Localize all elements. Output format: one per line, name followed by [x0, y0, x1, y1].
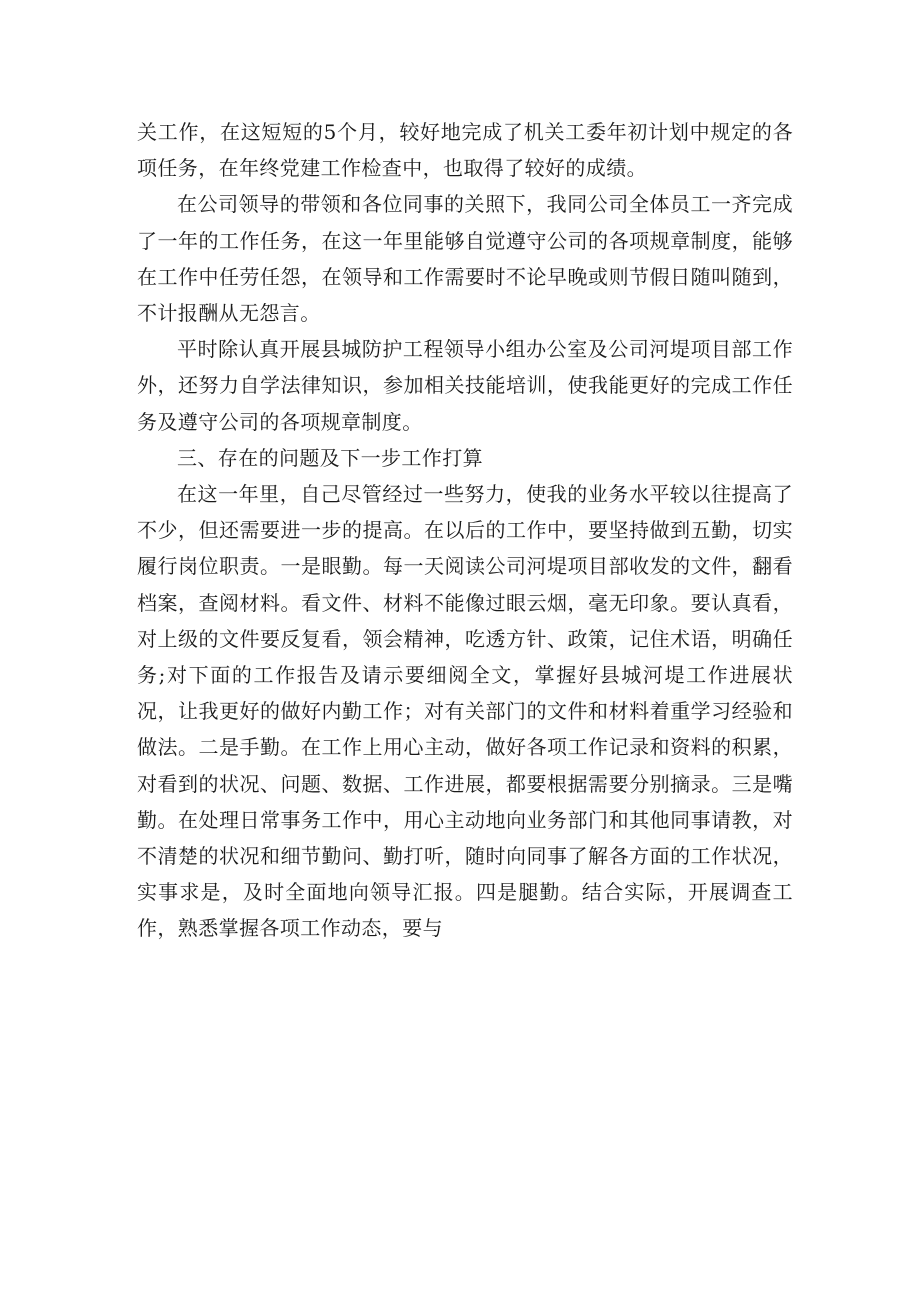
paragraph-continuation: 关工作，在这短短的5个月，较好地完成了机关工委年初计划中规定的各项任务，在年终党建工作检查中，也取得了较好的成绩。 [137, 120, 793, 181]
paragraph: 在这一年里，自己尽管经过一些努力，使我的业务水平较以往提高了不少，但还需要进一步的提高。在以后的工作中，要坚持做到五勤，切实履行岗位职责。一是眼勤。每一天阅读公司河堤项目部收发的文件，翻看档案，查阅材料。看文件、材料不能像过眼云烟，毫无印象。要认真看，对上级的文件要反复看，领会精神，吃透方针、政策，记住术语，明确任务;对下面的工作报告及请示要细阅全文，掌握好县城河堤工作进展状况，让我更好的做好内勤工作；对有关部门的文件和材料着重学习经验和做法。二是手勤。在工作上用心主动，做好各项工作记录和资料的积累，对看到的状况、问题、数据、工作进展，都要根据需要分别摘录。三是嘴勤。在处理日常事务工作中，用心主动地向业务部门和其他同事请教，对不清楚的状况和细节勤问、勤打听，随时向同事了解各方面的工作状况，实事求是，及时全面地向领导汇报。四是腿勤。结合实际，开展调查工作，熟悉掌握各项工作动态，要与 [137, 482, 793, 941]
paragraph: 在公司领导的带领和各位同事的关照下，我同公司全体员工一齐完成了一年的工作任务，在这一年里能够自觉遵守公司的各项规章制度，能够在工作中任劳任怨，在领导和工作需要时不论早晚或则节假日随叫随到，不计报酬从无怨言。 [137, 192, 793, 326]
paragraph: 平时除认真开展县城防护工程领导小组办公室及公司河堤项目部工作外，还努力自学法律知识，参加相关技能培训，使我能更好的完成工作任务及遵守公司的各项规章制度。 [137, 337, 793, 434]
section-heading: 三、存在的问题及下一步工作打算 [177, 445, 483, 470]
document-body [137, 114, 793, 947]
